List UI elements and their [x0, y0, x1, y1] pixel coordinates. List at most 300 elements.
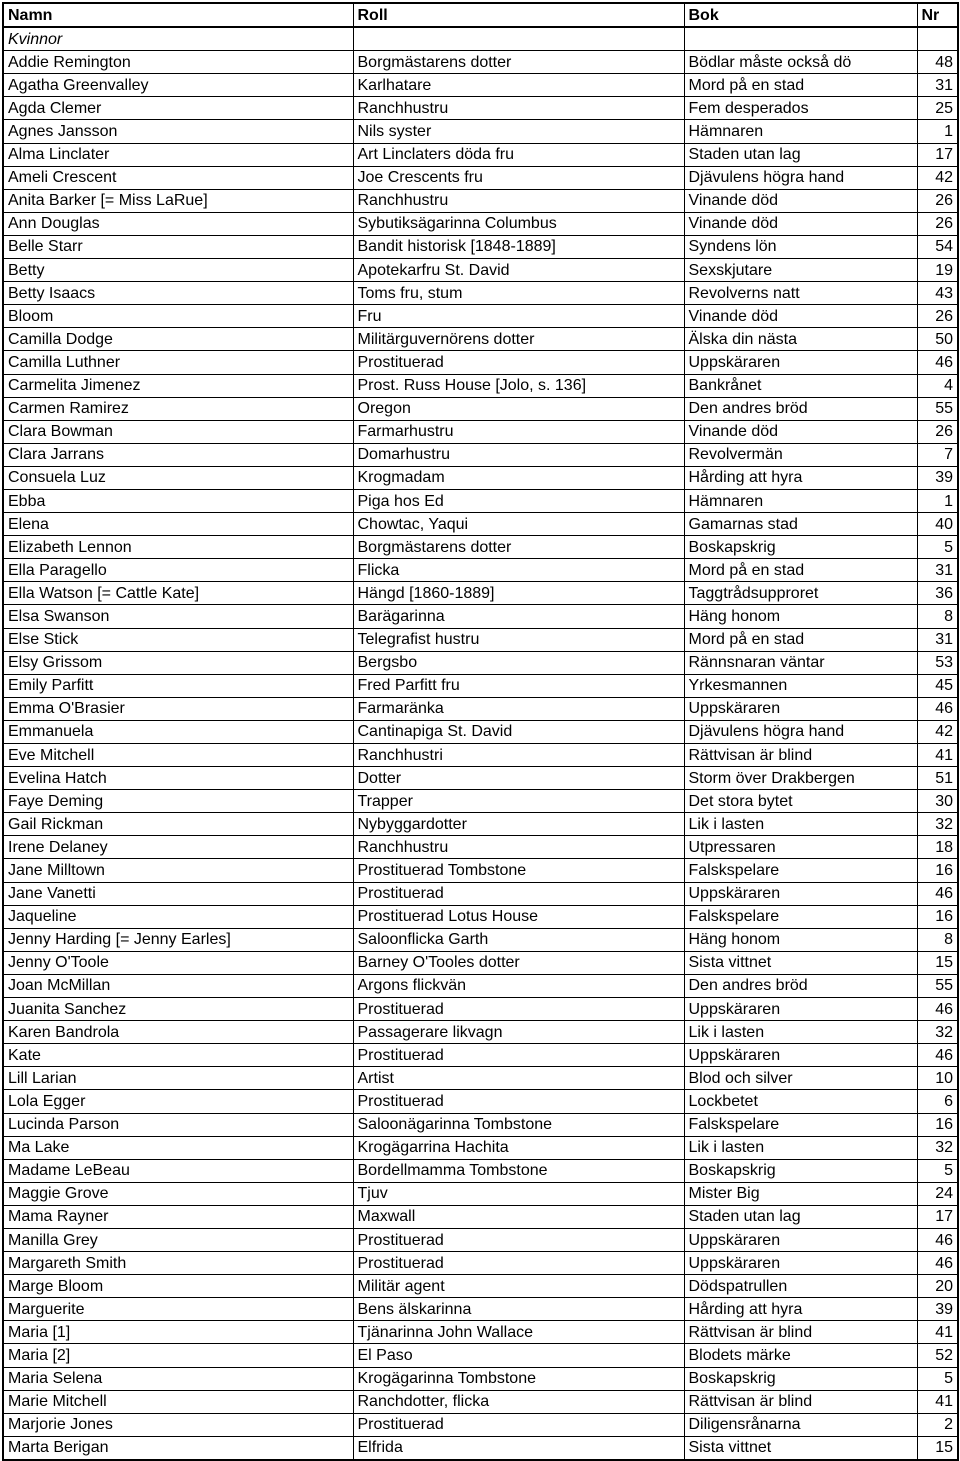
cell-nr: 32 — [917, 813, 958, 836]
cell-book: Vinande död — [684, 189, 917, 212]
cell-nr: 46 — [917, 998, 958, 1021]
cell-name: Marjorie Jones — [3, 1413, 353, 1436]
cell-role: Sybutiksägarinna Columbus — [353, 212, 684, 235]
table-row — [3, 328, 958, 351]
cell-name: Mama Rayner — [3, 1205, 353, 1228]
cell-role: Prostituerad — [353, 1228, 684, 1251]
cell-book: Blodets märke — [684, 1344, 917, 1367]
table-row — [3, 1021, 958, 1044]
cell-nr: 53 — [917, 651, 958, 674]
table-row — [3, 305, 958, 328]
cell-book: Syndens lön — [684, 235, 917, 258]
cell-role: Ranchhustri — [353, 744, 684, 767]
cell-role: Prostituerad — [353, 998, 684, 1021]
cell-book: Hämnaren — [684, 120, 917, 143]
cell-role: Joe Crescents fru — [353, 166, 684, 189]
table-row — [3, 189, 958, 212]
cell-book: Vinande död — [684, 305, 917, 328]
cell-role: Bandit historisk [1848-1889] — [353, 235, 684, 258]
cell-nr: 6 — [917, 1090, 958, 1113]
cell-book: Den andres bröd — [684, 397, 917, 420]
cell-role: Krogägarrina Hachita — [353, 1136, 684, 1159]
cell-nr: 16 — [917, 905, 958, 928]
cell-book: Djävulens högra hand — [684, 166, 917, 189]
cell-book: Vinande död — [684, 212, 917, 235]
table-row — [3, 536, 958, 559]
cell-name: Marie Mitchell — [3, 1390, 353, 1413]
cell-name: Lucinda Parson — [3, 1113, 353, 1136]
cell-role: Prostituerad — [353, 1413, 684, 1436]
cell-role: Krogägarinna Tombstone — [353, 1367, 684, 1390]
table-row — [3, 998, 958, 1021]
cell-role: Apotekarfru St. David — [353, 259, 684, 282]
cell-name: Margareth Smith — [3, 1252, 353, 1275]
cell-nr: 7 — [917, 443, 958, 466]
cell-nr: 5 — [917, 536, 958, 559]
cell-book: Diligensrånarna — [684, 1413, 917, 1436]
table-row — [3, 235, 958, 258]
cell-book: Lik i lasten — [684, 1021, 917, 1044]
table-row — [3, 651, 958, 674]
cell-book: Staden utan lag — [684, 1205, 917, 1228]
cell-name: Camilla Luthner — [3, 351, 353, 374]
table-row — [3, 628, 958, 651]
cell-role: Militärguvernörens dotter — [353, 328, 684, 351]
table-row — [3, 582, 958, 605]
cell-name: Ann Douglas — [3, 212, 353, 235]
cell-name: Madame LeBeau — [3, 1159, 353, 1182]
cell-role: Prostituerad Lotus House — [353, 905, 684, 928]
cell-book: Fem desperados — [684, 97, 917, 120]
cell-book: Revolvermän — [684, 443, 917, 466]
table-row — [3, 282, 958, 305]
cell-book: Falskspelare — [684, 1113, 917, 1136]
cell-book: Häng honom — [684, 605, 917, 628]
cell-book: Älska din nästa — [684, 328, 917, 351]
cell-book: Sexskjutare — [684, 259, 917, 282]
cell-name: Ebba — [3, 489, 353, 512]
cell-nr: 55 — [917, 397, 958, 420]
cell-book: Det stora bytet — [684, 790, 917, 813]
cell-name: Bloom — [3, 305, 353, 328]
cell-nr: 1 — [917, 120, 958, 143]
cell-name: Manilla Grey — [3, 1228, 353, 1251]
cell-role: Oregon — [353, 397, 684, 420]
cell-name: Jaqueline — [3, 905, 353, 928]
section-empty — [353, 27, 684, 51]
table-row — [3, 74, 958, 97]
cell-role: Piga hos Ed — [353, 489, 684, 512]
table-row — [3, 143, 958, 166]
cell-role: Prostituerad — [353, 882, 684, 905]
table-row — [3, 905, 958, 928]
cell-role: Ranchhustru — [353, 97, 684, 120]
table-body — [3, 3, 958, 1460]
cell-role: Saloonägarinna Tombstone — [353, 1113, 684, 1136]
table-row — [3, 351, 958, 374]
cell-name: Maggie Grove — [3, 1182, 353, 1205]
cell-nr: 40 — [917, 513, 958, 536]
table-row — [3, 1275, 958, 1298]
cell-role: Farmarhustru — [353, 420, 684, 443]
cell-book: Rättvisan är blind — [684, 1390, 917, 1413]
cell-role: Saloonflicka Garth — [353, 928, 684, 951]
table-row — [3, 513, 958, 536]
cell-nr: 41 — [917, 744, 958, 767]
cell-name: Emily Parfitt — [3, 674, 353, 697]
cell-name: Eve Mitchell — [3, 744, 353, 767]
cell-nr: 31 — [917, 559, 958, 582]
table-row — [3, 1344, 958, 1367]
cell-nr: 46 — [917, 351, 958, 374]
cell-nr: 15 — [917, 1436, 958, 1460]
cell-book: Yrkesmannen — [684, 674, 917, 697]
cell-nr: 2 — [917, 1413, 958, 1436]
cell-name: Karen Bandrola — [3, 1021, 353, 1044]
cell-book: Uppskäraren — [684, 882, 917, 905]
cell-role: Cantinapiga St. David — [353, 720, 684, 743]
cell-nr: 39 — [917, 466, 958, 489]
cell-role: Bergsbo — [353, 651, 684, 674]
cell-book: Mister Big — [684, 1182, 917, 1205]
table-row — [3, 374, 958, 397]
cell-name: Belle Starr — [3, 235, 353, 258]
cell-role: Chowtac, Yaqui — [353, 513, 684, 536]
cell-role: Nybyggardotter — [353, 813, 684, 836]
table-row — [3, 51, 958, 74]
cell-nr: 24 — [917, 1182, 958, 1205]
cell-book: Taggtrådsupproret — [684, 582, 917, 605]
cell-nr: 50 — [917, 328, 958, 351]
cell-name: Emma O'Brasier — [3, 697, 353, 720]
cell-nr: 26 — [917, 212, 958, 235]
cell-book: Sista vittnet — [684, 951, 917, 974]
cell-role: Passagerare likvagn — [353, 1021, 684, 1044]
cell-book: Uppskäraren — [684, 1252, 917, 1275]
cell-book: Lockbetet — [684, 1090, 917, 1113]
cell-nr: 42 — [917, 166, 958, 189]
cell-book: Uppskäraren — [684, 351, 917, 374]
cell-book: Revolverns natt — [684, 282, 917, 305]
cell-name: Marguerite — [3, 1298, 353, 1321]
cell-book: Mord på en stad — [684, 628, 917, 651]
table-row — [3, 1067, 958, 1090]
cell-role: Artist — [353, 1067, 684, 1090]
cell-nr: 19 — [917, 259, 958, 282]
table-row — [3, 443, 958, 466]
cell-nr: 18 — [917, 836, 958, 859]
cell-name: Jane Vanetti — [3, 882, 353, 905]
cell-role: Toms fru, stum — [353, 282, 684, 305]
cell-book: Hämnaren — [684, 489, 917, 512]
table-row — [3, 1090, 958, 1113]
table-row — [3, 120, 958, 143]
cell-nr: 15 — [917, 951, 958, 974]
cell-book: Hårding att hyra — [684, 466, 917, 489]
table-row — [3, 697, 958, 720]
cell-role: Ranchhustru — [353, 189, 684, 212]
cell-role: Prostituerad — [353, 351, 684, 374]
cell-nr: 41 — [917, 1390, 958, 1413]
table-row — [3, 1252, 958, 1275]
table-row — [3, 1159, 958, 1182]
table-row — [3, 166, 958, 189]
cell-name: Ella Paragello — [3, 559, 353, 582]
cell-role: El Paso — [353, 1344, 684, 1367]
cell-name: Irene Delaney — [3, 836, 353, 859]
cell-book: Djävulens högra hand — [684, 720, 917, 743]
cell-nr: 55 — [917, 974, 958, 997]
cell-name: Gail Rickman — [3, 813, 353, 836]
character-table — [2, 2, 959, 1461]
cell-name: Evelina Hatch — [3, 767, 353, 790]
cell-name: Jenny Harding [= Jenny Earles] — [3, 928, 353, 951]
cell-book: Gamarnas stad — [684, 513, 917, 536]
cell-name: Lola Egger — [3, 1090, 353, 1113]
cell-book: Blod och silver — [684, 1067, 917, 1090]
cell-role: Art Linclaters döda fru — [353, 143, 684, 166]
cell-name: Else Stick — [3, 628, 353, 651]
table-row — [3, 859, 958, 882]
cell-name: Kate — [3, 1044, 353, 1067]
cell-nr: 52 — [917, 1344, 958, 1367]
cell-book: Häng honom — [684, 928, 917, 951]
cell-book: Uppskäraren — [684, 998, 917, 1021]
cell-role: Ranchdotter, flicka — [353, 1390, 684, 1413]
cell-role: Karlhatare — [353, 74, 684, 97]
cell-role: Barney O'Tooles dotter — [353, 951, 684, 974]
table-row — [3, 1044, 958, 1067]
cell-name: Consuela Luz — [3, 466, 353, 489]
table-row — [3, 605, 958, 628]
table-row — [3, 813, 958, 836]
cell-role: Tjänarinna John Wallace — [353, 1321, 684, 1344]
cell-role: Flicka — [353, 559, 684, 582]
cell-role: Farmaränka — [353, 697, 684, 720]
cell-book: Uppskäraren — [684, 697, 917, 720]
cell-nr: 45 — [917, 674, 958, 697]
cell-name: Ameli Crescent — [3, 166, 353, 189]
cell-name: Marta Berigan — [3, 1436, 353, 1460]
cell-role: Prostituerad Tombstone — [353, 859, 684, 882]
cell-book: Falskspelare — [684, 905, 917, 928]
cell-nr: 26 — [917, 420, 958, 443]
cell-nr: 5 — [917, 1159, 958, 1182]
cell-name: Marge Bloom — [3, 1275, 353, 1298]
cell-nr: 46 — [917, 882, 958, 905]
cell-name: Alma Linclater — [3, 143, 353, 166]
cell-book: Den andres bröd — [684, 974, 917, 997]
cell-nr: 10 — [917, 1067, 958, 1090]
cell-nr: 32 — [917, 1021, 958, 1044]
table-row — [3, 397, 958, 420]
cell-role: Hängd [1860-1889] — [353, 582, 684, 605]
cell-nr: 25 — [917, 97, 958, 120]
cell-role: Borgmästarens dotter — [353, 536, 684, 559]
table-row — [3, 951, 958, 974]
cell-book: Uppskäraren — [684, 1044, 917, 1067]
cell-nr: 43 — [917, 282, 958, 305]
cell-book: Utpressaren — [684, 836, 917, 859]
cell-nr: 31 — [917, 628, 958, 651]
table-row — [3, 1321, 958, 1344]
cell-name: Agatha Greenvalley — [3, 74, 353, 97]
cell-book: Rättvisan är blind — [684, 744, 917, 767]
cell-book: Lik i lasten — [684, 1136, 917, 1159]
cell-role: Barägarinna — [353, 605, 684, 628]
table-row — [3, 720, 958, 743]
cell-role: Borgmästarens dotter — [353, 51, 684, 74]
cell-name: Elsy Grissom — [3, 651, 353, 674]
cell-role: Nils syster — [353, 120, 684, 143]
cell-nr: 17 — [917, 143, 958, 166]
section-empty — [917, 27, 958, 51]
cell-nr: 17 — [917, 1205, 958, 1228]
table-row — [3, 790, 958, 813]
cell-role: Krogmadam — [353, 466, 684, 489]
cell-book: Bödlar måste också dö — [684, 51, 917, 74]
cell-role: Maxwall — [353, 1205, 684, 1228]
cell-nr: 20 — [917, 1275, 958, 1298]
cell-name: Maria [1] — [3, 1321, 353, 1344]
table-row — [3, 767, 958, 790]
table-row — [3, 836, 958, 859]
table-row — [3, 974, 958, 997]
cell-book: Lik i lasten — [684, 813, 917, 836]
section-label: Kvinnor — [3, 27, 353, 51]
cell-name: Agda Clemer — [3, 97, 353, 120]
cell-nr: 16 — [917, 1113, 958, 1136]
table-row — [3, 1413, 958, 1436]
cell-nr: 8 — [917, 928, 958, 951]
table-row — [3, 1113, 958, 1136]
cell-name: Clara Jarrans — [3, 443, 353, 466]
cell-name: Clara Bowman — [3, 420, 353, 443]
table-row — [3, 489, 958, 512]
header-name: Namn — [3, 3, 353, 27]
cell-name: Maria Selena — [3, 1367, 353, 1390]
cell-book: Dödspatrullen — [684, 1275, 917, 1298]
cell-nr: 8 — [917, 605, 958, 628]
cell-name: Ella Watson [= Cattle Kate] — [3, 582, 353, 605]
cell-nr: 36 — [917, 582, 958, 605]
table-row — [3, 1228, 958, 1251]
table-row — [3, 928, 958, 951]
cell-name: Carmelita Jimenez — [3, 374, 353, 397]
cell-book: Bankrånet — [684, 374, 917, 397]
cell-name: Maria [2] — [3, 1344, 353, 1367]
cell-role: Dotter — [353, 767, 684, 790]
cell-book: Rättvisan är blind — [684, 1321, 917, 1344]
cell-nr: 26 — [917, 189, 958, 212]
cell-name: Juanita Sanchez — [3, 998, 353, 1021]
cell-book: Boskapskrig — [684, 1367, 917, 1390]
cell-role: Prostituerad — [353, 1044, 684, 1067]
cell-nr: 16 — [917, 859, 958, 882]
cell-nr: 46 — [917, 1044, 958, 1067]
cell-book: Boskapskrig — [684, 536, 917, 559]
cell-name: Jenny O'Toole — [3, 951, 353, 974]
cell-book: Staden utan lag — [684, 143, 917, 166]
table-row — [3, 1367, 958, 1390]
section-empty — [684, 27, 917, 51]
table-row — [3, 1436, 958, 1460]
cell-role: Argons flickvän — [353, 974, 684, 997]
table-row — [3, 1390, 958, 1413]
cell-name: Joan McMillan — [3, 974, 353, 997]
table-row — [3, 744, 958, 767]
cell-name: Betty Isaacs — [3, 282, 353, 305]
table-row — [3, 1298, 958, 1321]
cell-role: Fred Parfitt fru — [353, 674, 684, 697]
table-row — [3, 420, 958, 443]
cell-name: Addie Remington — [3, 51, 353, 74]
cell-name: Faye Deming — [3, 790, 353, 813]
cell-book: Mord på en stad — [684, 559, 917, 582]
cell-nr: 31 — [917, 74, 958, 97]
header-book: Bok — [684, 3, 917, 27]
table-row — [3, 559, 958, 582]
cell-nr: 5 — [917, 1367, 958, 1390]
table-row — [3, 97, 958, 120]
cell-role: Bens älskarinna — [353, 1298, 684, 1321]
cell-nr: 32 — [917, 1136, 958, 1159]
cell-nr: 48 — [917, 51, 958, 74]
cell-role: Prost. Russ House [Jolo, s. 136] — [353, 374, 684, 397]
cell-name: Emmanuela — [3, 720, 353, 743]
cell-role: Prostituerad — [353, 1090, 684, 1113]
cell-role: Domarhustru — [353, 443, 684, 466]
cell-name: Camilla Dodge — [3, 328, 353, 351]
cell-book: Vinande död — [684, 420, 917, 443]
table-row — [3, 1205, 958, 1228]
header-role: Roll — [353, 3, 684, 27]
cell-nr: 46 — [917, 1252, 958, 1275]
table-row — [3, 674, 958, 697]
table-row — [3, 212, 958, 235]
cell-role: Fru — [353, 305, 684, 328]
cell-name: Ma Lake — [3, 1136, 353, 1159]
cell-nr: 51 — [917, 767, 958, 790]
cell-role: Elfrida — [353, 1436, 684, 1460]
table-row — [3, 259, 958, 282]
cell-book: Boskapskrig — [684, 1159, 917, 1182]
cell-role: Tjuv — [353, 1182, 684, 1205]
cell-name: Elsa Swanson — [3, 605, 353, 628]
cell-name: Anita Barker [= Miss LaRue] — [3, 189, 353, 212]
table-row — [3, 1182, 958, 1205]
cell-book: Hårding att hyra — [684, 1298, 917, 1321]
cell-name: Elizabeth Lennon — [3, 536, 353, 559]
cell-book: Falskspelare — [684, 859, 917, 882]
cell-nr: 46 — [917, 697, 958, 720]
cell-nr: 42 — [917, 720, 958, 743]
table-row — [3, 1136, 958, 1159]
cell-nr: 46 — [917, 1228, 958, 1251]
cell-book: Rännsnaran väntar — [684, 651, 917, 674]
header-nr: Nr — [917, 3, 958, 27]
cell-nr: 39 — [917, 1298, 958, 1321]
header-row — [3, 3, 958, 27]
table-row — [3, 466, 958, 489]
cell-nr: 1 — [917, 489, 958, 512]
cell-nr: 54 — [917, 235, 958, 258]
cell-nr: 41 — [917, 1321, 958, 1344]
cell-name: Jane Milltown — [3, 859, 353, 882]
cell-name: Betty — [3, 259, 353, 282]
section-row — [3, 27, 958, 51]
cell-role: Militär agent — [353, 1275, 684, 1298]
